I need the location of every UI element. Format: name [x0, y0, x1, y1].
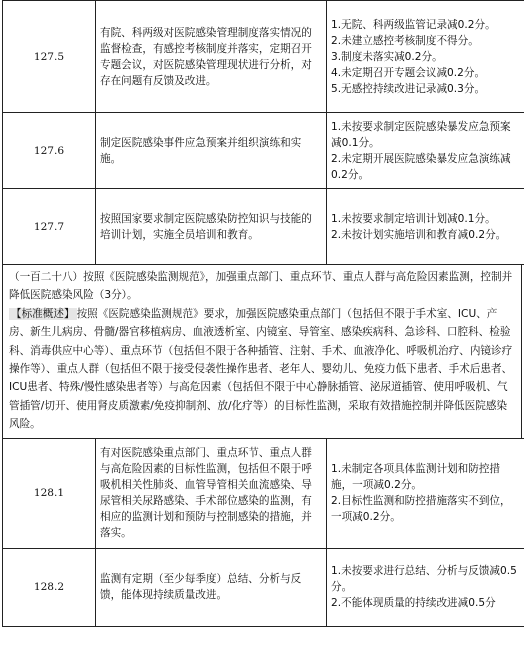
standards-table-top — [2, 0, 524, 265]
criteria-line: 1.未按要求制定医院感染暴发应急预案减0.1分。 — [331, 120, 511, 149]
item-requirement: 有院、科两级对医院感染管理制度落实情况的监督检查，有感控考核制度并落实，定期召开专题会议，对医院感染管理现状进行分析，对存在问题有反馈及改进。 — [96, 1, 327, 113]
item-code: 127.6 — [3, 113, 96, 189]
table-row — [3, 113, 524, 189]
criteria-line: 1.未按要求进行总结、分析与反馈减0.5分。 — [331, 565, 517, 594]
item-criteria — [327, 548, 524, 626]
item-requirement: 有对医院感染重点部门、重点环节、重点人群与高危险因素的目标性监测，包括但不限于呼吸机相关性肺炎、血管导管相关血流感染、导尿管相关尿路感染、手术部位感染的监测，有相应的监测计划和预防与控制感染的措施，并落实。 — [96, 438, 327, 548]
criteria-line: 2.未按计划实施培训和教育减0.2分。 — [331, 228, 507, 241]
table-row — [3, 189, 524, 265]
criteria-line: 1.未按要求制定培训计划减0.1分。 — [331, 212, 496, 225]
item-requirement: 监测有定期（至少每季度）总结、分析与反馈，能体现持续质量改进。 — [96, 548, 327, 626]
standards-table-bottom — [2, 438, 524, 627]
criteria-line: 2.不能体现质量的持续改进减0.5分 — [331, 597, 496, 610]
item-code: 127.7 — [3, 189, 96, 265]
item-criteria — [327, 189, 524, 265]
criteria-line: 2.目标性监测和防控措施落实不到位，一项减0.2分。 — [331, 495, 511, 524]
table-row — [3, 1, 524, 113]
item-criteria — [327, 1, 524, 113]
criteria-line: 4.未定期召开专题会议减0.2分。 — [331, 66, 486, 79]
table-row — [3, 548, 524, 626]
criteria-line: 5.无感控持续改进记录减0.3分。 — [331, 82, 486, 95]
item-criteria — [327, 113, 524, 189]
item-criteria — [327, 438, 524, 548]
overview-paragraph — [9, 308, 512, 430]
item-requirement: 按照国家要求制定医院感染防控知识与技能的培训计划，实施全员培训和教育。 — [96, 189, 327, 265]
item-code: 128.2 — [3, 548, 96, 626]
criteria-line: 1.无院、科两级监管记录减0.2分。 — [331, 18, 496, 31]
criteria-line: 1.未制定各项具体监测计划和防控措施，一项减0.2分。 — [331, 463, 501, 492]
section-block — [2, 265, 522, 438]
item-requirement: 制定医院感染事件应急预案并组织演练和实施。 — [96, 113, 327, 189]
document-page — [2, 0, 522, 654]
criteria-line: 2.未建立感控考核制度不得分。 — [331, 34, 479, 47]
criteria-line: 2.未定期开展医院感染暴发应急演练减0.2分。 — [331, 152, 511, 181]
item-code: 128.1 — [3, 438, 96, 548]
overview-text: 按照《医院感染监测规范》要求，加强医院感染重点部门（包括但不限于手术室、ICU、产房、新生儿病房、骨髓/器官移植病房、血液透析室、内镜室、导管室、感染疾病科、急诊科、口腔科、检验科、消毒供应中心等）、重点环节（包括但不限于各种插管、注射、手术、血液净化、呼吸机治疗、内镜诊疗操作等）、重点人群（包括但不限于接受侵袭性操作患者、老年人、婴幼儿、免疫力低下患者、手术后患者、ICU患者、特殊/慢性感染患者等）与高危因素（包括但不限于中心静脉插管、泌尿道插管、使用呼吸机、气管插管/切开、使用肾皮质激素/免疫抑制剂、放/化疗等）的目标性监测，采取有效措施控制并降低医院感染风险。 — [9, 307, 513, 431]
criteria-line: 3.制度未落实减0.2分。 — [331, 50, 443, 63]
table-row — [3, 438, 524, 548]
overview-tag: 【标准概述】 — [11, 307, 75, 320]
item-code: 127.5 — [3, 1, 96, 113]
section-title: （一百二十八）按照《医院感染监测规范》，加强重点部门、重点环节、重点人群与高危险因素监测，控制并降低医院感染风险（3分）。 — [9, 271, 513, 302]
